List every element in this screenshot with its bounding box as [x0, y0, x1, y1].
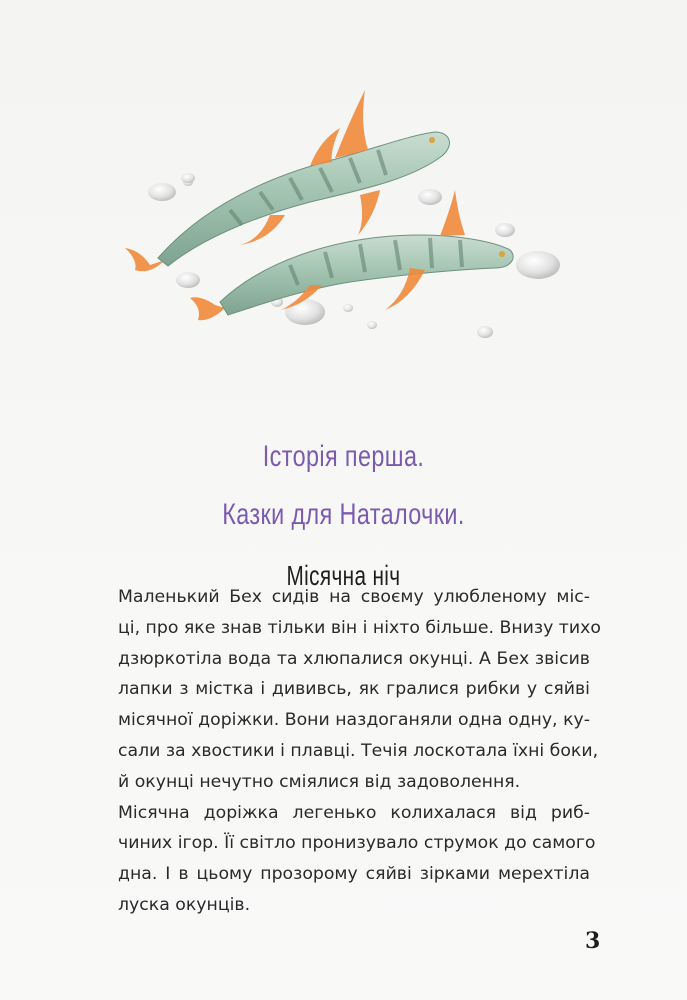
page-number: 3: [585, 928, 601, 954]
paragraph-1: [118, 582, 601, 798]
story-headings: [0, 428, 687, 602]
text-line: дзюркотіла вода та хлюпалися окунці. А Бех звісив: [118, 648, 590, 669]
text-line: дна. І в цьому прозорому сяйві зірками мерехтіла: [118, 864, 590, 885]
text-line: й окунці нечутно сміялися від задоволення.: [118, 771, 521, 792]
story-title-line2: Казки для Наталочки.: [222, 498, 465, 531]
story-text: [118, 582, 601, 921]
text-line: сали за хвостики і плавці. Течія лоскотала їхні боки,: [118, 740, 599, 761]
text-line: луска окунців.: [118, 894, 251, 915]
text-line: чиних ігор. Її світло пронизувало струмок до самого: [118, 833, 596, 854]
text-line: ці, про яке знав тільки він і ніхто більше. Внизу тихо: [118, 617, 601, 638]
text-line: Місячна доріжка легенько колихалася від риб-: [118, 802, 590, 823]
text-line: місячної доріжки. Вони наздоганяли одна одну, ку-: [118, 710, 590, 731]
text-line: лапки з містка і дививсь, як гралися рибки у сяйві: [118, 679, 590, 700]
text-line: Маленький Бех сидів на своєму улюбленому міс-: [118, 587, 590, 607]
story-title-line1: Історія перша.: [262, 440, 425, 473]
paragraph-2: [118, 798, 596, 921]
chapter-title: Місячна ніч: [286, 560, 401, 591]
two-fish-illustration-icon: [110, 70, 570, 360]
